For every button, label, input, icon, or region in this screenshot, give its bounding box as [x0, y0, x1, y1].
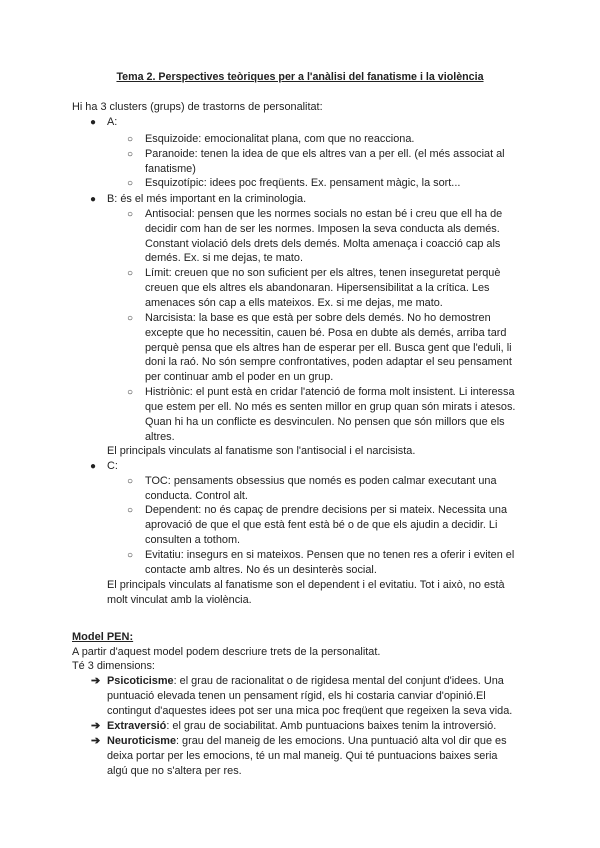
sub-bullet: ○ — [127, 268, 134, 279]
list-item: creuen que els altres els abandonaran. Hipersensibilitat a la crítica. Les — [145, 282, 490, 294]
list-item: Límit: creuen que no son suficient per els altres, tenen inseguretat perquè — [145, 267, 501, 279]
pen-item-extraversio — [107, 720, 496, 733]
pen-item-neuroticisme — [107, 735, 507, 748]
list-item: excepte que ho necessitin, cauen bé. Posa en dubte als demés, arriba tard — [145, 327, 507, 339]
cluster-b-label: B: és el més important en la criminologia. — [107, 193, 307, 205]
list-item: decidir com han de ser les normes. Imposen la seva conducta als demés. — [145, 223, 500, 235]
bullet-dot: ● — [90, 194, 97, 205]
list-item: TOC: pensaments obsessius que només es poden calmar executant una — [145, 475, 497, 487]
pen-term: Psicoticisme — [107, 675, 174, 687]
list-item: aprovació de que el que està fent està bé o de que els ajudin a decidir. Li — [145, 519, 498, 531]
sub-bullet: ○ — [127, 149, 134, 160]
list-item: per continuar amb el poder en un grup. — [145, 371, 334, 383]
sub-bullet: ○ — [127, 387, 134, 398]
bullet-dot: ● — [90, 461, 97, 472]
sub-bullet: ○ — [127, 505, 134, 516]
list-item: contingut d'aquestes idees pot ser una mica poc freqüent que regeixen la seva vida. — [107, 705, 513, 717]
list-item: demés. Ex. si me dejas, te mato. — [145, 252, 303, 264]
pen-definition: : el grau de racionalitat o de rigidesa mental del conjunt d'idees. Una — [173, 675, 504, 687]
cluster-c-note: molt vinculat amb la violència. — [107, 594, 252, 606]
cluster-b-note: El principals vinculats al fanatisme son l'antisocial i el narcisista. — [107, 445, 416, 457]
list-item: altres. — [145, 431, 175, 443]
arrow-right-icon: ➔ — [91, 675, 101, 687]
sub-bullet: ○ — [127, 550, 134, 561]
section-heading-pen: Model PEN: — [72, 631, 134, 643]
sub-bullet: ○ — [127, 178, 134, 189]
list-item: conducta. Control alt. — [145, 490, 248, 502]
bullet-dot: ● — [90, 117, 97, 128]
pen-term: Extraversió — [107, 720, 167, 732]
sub-bullet: ○ — [127, 209, 134, 220]
list-item: deixa portar per les emocions, té un mal maneig. Qui té puntuacions baixes seria — [107, 750, 498, 762]
list-item: Antisocial: pensen que les normes socials no estan bé i creu que ell ha de — [145, 208, 503, 220]
pen-definition: : grau del maneig de les emocions. Una puntuació alta vol dir que es — [176, 735, 507, 747]
list-item: contacte amb altres. No és un desinterès social. — [145, 564, 377, 576]
sub-bullet: ○ — [127, 134, 134, 145]
list-item: Esquizotípic: idees poc freqüents. Ex. pensament màgic, la sort... — [145, 177, 461, 189]
list-item: Dependent: no és capaç de prendre decisions per si mateix. Necessita una — [145, 504, 508, 516]
intro-text: Hi ha 3 clusters (grups) de trastorns de personalitat: — [72, 101, 323, 113]
list-item: algú que no s'altera per res. — [107, 765, 242, 777]
list-item: Quan hi ha un conflicte es desvinculen. No pensen que són millors que els — [145, 416, 505, 428]
list-item: puntuació elevada tenen un pensament rígid, els hi costaria canviar d'opinió.El — [107, 690, 486, 702]
arrow-right-icon: ➔ — [91, 720, 101, 732]
list-item: Paranoide: tenen la idea de que els altres van a per ell. (el més associat al — [145, 148, 505, 160]
list-item: doni la raó. No són sempre confrontatives, poden adaptar el seu pensament — [145, 356, 512, 368]
pen-item-psicoticisme — [107, 675, 504, 688]
list-item: fanatisme) — [145, 163, 196, 175]
list-item: Narcisista: la base es que està per sobre dels demés. No ho demostren — [145, 312, 491, 324]
list-item: Histriònic: el punt està en cridar l'atenció de forma molt insistent. Li interessa — [145, 386, 515, 398]
arrow-right-icon: ➔ — [91, 735, 101, 747]
list-item: perquè pensa que els altres han de esperar per ell. Busca gent que l'eduli, li — [145, 342, 512, 354]
pen-definition: : el grau de sociabilitat. Amb puntuacions baixes tenim la introversió. — [166, 720, 497, 732]
cluster-c-note: El principals vinculats al fanatisme son el dependent i el evitatiu. Tot i això, no està — [107, 579, 505, 591]
list-item: que estem per ell. No més es senten millor en grup quan són mirats i atesos. — [145, 401, 516, 413]
page-title: Tema 2. Perspectives teòriques per a l'anàlisi del fanatisme i la violència — [116, 71, 484, 83]
pen-term: Neuroticisme — [107, 735, 176, 747]
list-item: consulten a tothom. — [145, 534, 241, 546]
sub-bullet: ○ — [127, 313, 134, 324]
cluster-a-label: A: — [107, 116, 118, 128]
list-item: Esquizoide: emocionalitat plana, com que no reacciona. — [145, 133, 415, 145]
cluster-c-label: C: — [107, 460, 118, 472]
list-item: Constant violació dels drets dels demés. Molta amenaça i coacció cap als — [145, 238, 501, 250]
sub-bullet: ○ — [127, 476, 134, 487]
pen-intro: A partir d'aquest model podem descriure trets de la personalitat. — [72, 646, 381, 658]
list-item: Evitatiu: insegurs en si mateixos. Pensen que no tenen res a oferir i eviten el — [145, 549, 515, 561]
list-item: amenaces són cap a ells mateixos. Ex. si me dejas, me mato. — [145, 297, 443, 309]
pen-intro: Té 3 dimensions: — [72, 660, 155, 672]
